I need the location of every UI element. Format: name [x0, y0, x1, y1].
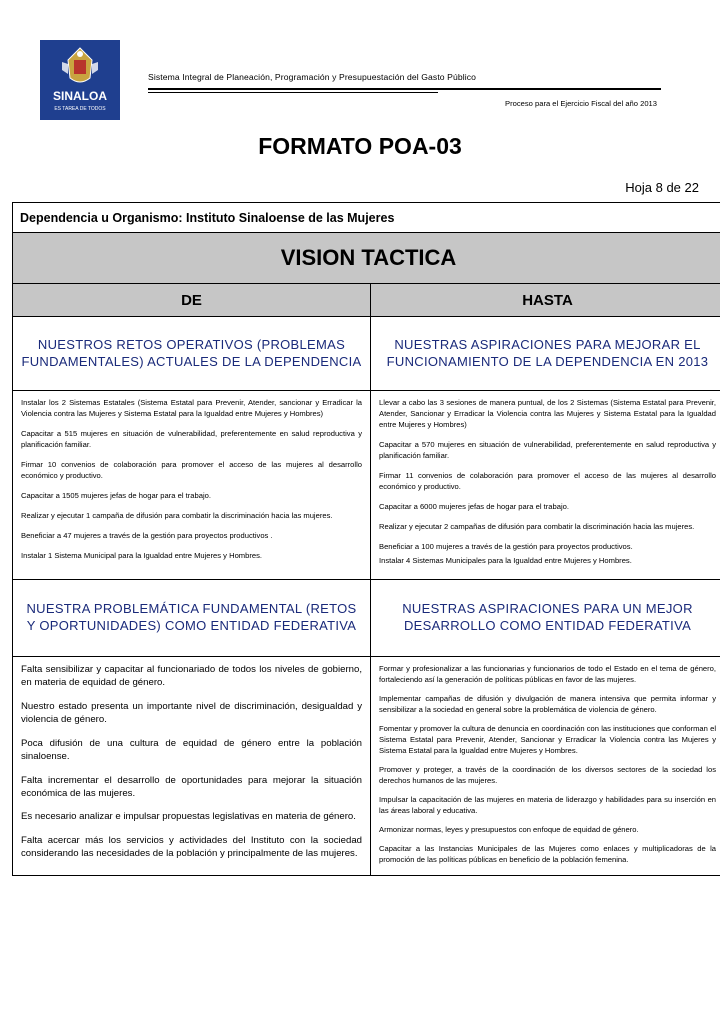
- list-item: Es necesario analizar e impulsar propuestas legislativas en materia de género.: [21, 811, 356, 823]
- list-item: Poca difusión de una cultura de equidad de género entre la población sinaloense.: [21, 737, 362, 763]
- form-title: FORMATO POA-03: [258, 133, 462, 159]
- column-header-de: DE: [13, 284, 371, 317]
- dependency-cell: Dependencia u Organismo: Instituto Sinaloense de las Mujeres: [13, 203, 720, 233]
- list-item: Falta acercar más los servicios y actividades del Instituto con la sociedad considerando las necesidades de la población y principalmente de las mujeres.: [21, 834, 362, 860]
- list-item: Nuestro estado presenta un importante nivel de discriminación, desigualdad y violencia de género.: [21, 700, 362, 726]
- section1-left-list: [13, 391, 371, 580]
- section2-right-title: NUESTRAS ASPIRACIONES PARA UN MEJOR DESARROLLO COMO ENTIDAD FEDERATIVA: [371, 580, 720, 657]
- list-item: Capacitar a 570 mujeres en situación de vulnerabilidad, preferentemente en salud reproductiva y planificación familiar.: [379, 440, 717, 460]
- svg-text:ES TAREA DE TODOS: ES TAREA DE TODOS: [54, 106, 106, 112]
- list-item: Instalar 1 Sistema Municipal para la Igualdad entre Mujeres y Hombres.: [21, 551, 263, 560]
- vision-table: [12, 202, 720, 876]
- list-item: Capacitar a 515 mujeres en situación de vulnerabilidad, preferentemente en salud reproductiva y planificación familiar.: [21, 429, 362, 449]
- list-item: Fomentar y promover la cultura de denuncia en coordinación con las instituciones que conforman el Sistema Estatal para Prevenir, Atender, Sancionar y Erradicar la Violencia contra las Mujeres y Sistema Estatal para la Igualdad entre Mujeres y Hombres.: [379, 724, 717, 755]
- list-item: Armonizar normas, leyes y presupuestos con enfoque de equidad de género.: [379, 825, 639, 834]
- list-item: Falta sensibilizar y capacitar al funcionariado de todos los niveles de gobierno, en materia de equidad de género.: [21, 664, 362, 689]
- list-item: Falta incrementar el desarrollo de oportunidades para mejorar la situación económica de las mujeres.: [21, 774, 362, 799]
- list-item: Implementar campañas de difusión y divulgación de manera intensiva que permita informar y sensibilizar a la sociedad en general sobre la problemática de violencia de género.: [379, 694, 717, 714]
- list-item: Firmar 10 convenios de colaboración para promover el acceso de las mujeres al desarrollo económico y productivo.: [21, 460, 362, 480]
- section2-left-title: NUESTRA PROBLEMÁTICA FUNDAMENTAL (RETOS Y OPORTUNIDADES) COMO ENTIDAD FEDERATIVA: [13, 580, 371, 657]
- process-subtitle: Proceso para el Ejercicio Fiscal del año 2013: [505, 99, 657, 108]
- vision-title: VISION TACTICA: [13, 233, 720, 284]
- section1-right-list: [371, 391, 720, 580]
- section1-left-title: NUESTROS RETOS OPERATIVOS (PROBLEMAS FUNDAMENTALES) ACTUALES DE LA DEPENDENCIA: [13, 317, 371, 391]
- list-item: Beneficiar a 47 mujeres a través de la gestión para proyectos productivos .: [21, 531, 273, 540]
- list-item: Realizar y ejecutar 1 campaña de difusión para combatir la discriminación hacia las mujeres.: [21, 511, 333, 520]
- list-item: Llevar a cabo las 3 sesiones de manera puntual, de los 2 Sistemas (Sistema Estatal para Prevenir, Atender, Sancionar y Erradicar la Violencia contra las Mujeres y Sistema Estatal para la Igualdad entre Mujeres y Hombres): [379, 398, 717, 429]
- list-item: Impulsar la capacitación de las mujeres en materia de liderazgo y habilidades para su inserción en las áreas laboral y educativa.: [379, 795, 717, 815]
- list-item: Instalar 4 Sistemas Municipales para la Igualdad entre Mujeres y Hombres.: [379, 556, 632, 565]
- svg-text:SINALOA: SINALOA: [53, 89, 107, 103]
- list-item: Capacitar a 6000 mujeres jefas de hogar para el trabajo.: [379, 502, 569, 511]
- sinaloa-logo: [40, 40, 120, 120]
- column-header-hasta: HASTA: [371, 284, 720, 317]
- header-divider-secondary: [148, 92, 438, 93]
- list-item: Capacitar a las Instancias Municipales de las Mujeres como enlaces y multiplicadoras de la promoción de las políticas públicas en beneficio de la población femenina.: [379, 844, 717, 864]
- list-item: Capacitar a 1505 mujeres jefas de hogar para el trabajo.: [21, 491, 211, 500]
- system-title: Sistema Integral de Planeación, Programación y Presupuestación del Gasto Público: [148, 72, 477, 82]
- list-item: Realizar y ejecutar 2 campañas de difusión para combatir la discriminación hacia las mujeres.: [379, 522, 695, 531]
- header-divider: [148, 88, 661, 90]
- list-item: Firmar 11 convenios de colaboración para promover el acceso de las mujeres al desarrollo económico y productivo.: [379, 471, 717, 491]
- section2-right-list: [371, 657, 720, 876]
- list-item: Formar y profesionalizar a las funcionarias y funcionarios de todo el Estado en el tema de género, fortaleciendo así la generación de políticas públicas en favor de las mujeres.: [379, 664, 717, 684]
- list-item: Instalar los 2 Sistemas Estatales (Sistema Estatal para Prevenir, Atender, sancionar y Erradicar la Violencia contra las Mujeres y Sistema Estatal para la Igualdad entre Mujeres y Hombres): [21, 398, 362, 418]
- section1-right-title: NUESTRAS ASPIRACIONES PARA MEJORAR EL FUNCIONAMIENTO DE LA DEPENDENCIA EN 2013: [371, 317, 720, 391]
- coat-of-arms-icon: [40, 40, 120, 120]
- list-item: Beneficiar a 100 mujeres a través de la gestión para proyectos productivos.: [379, 542, 633, 551]
- section2-left-list: [13, 657, 371, 876]
- list-item: Promover y proteger, a través de la coordinación de los diversos sectores de la sociedad los derechos humanos de las mujeres.: [379, 765, 717, 785]
- page-indicator: Hoja 8 de 22: [625, 180, 699, 195]
